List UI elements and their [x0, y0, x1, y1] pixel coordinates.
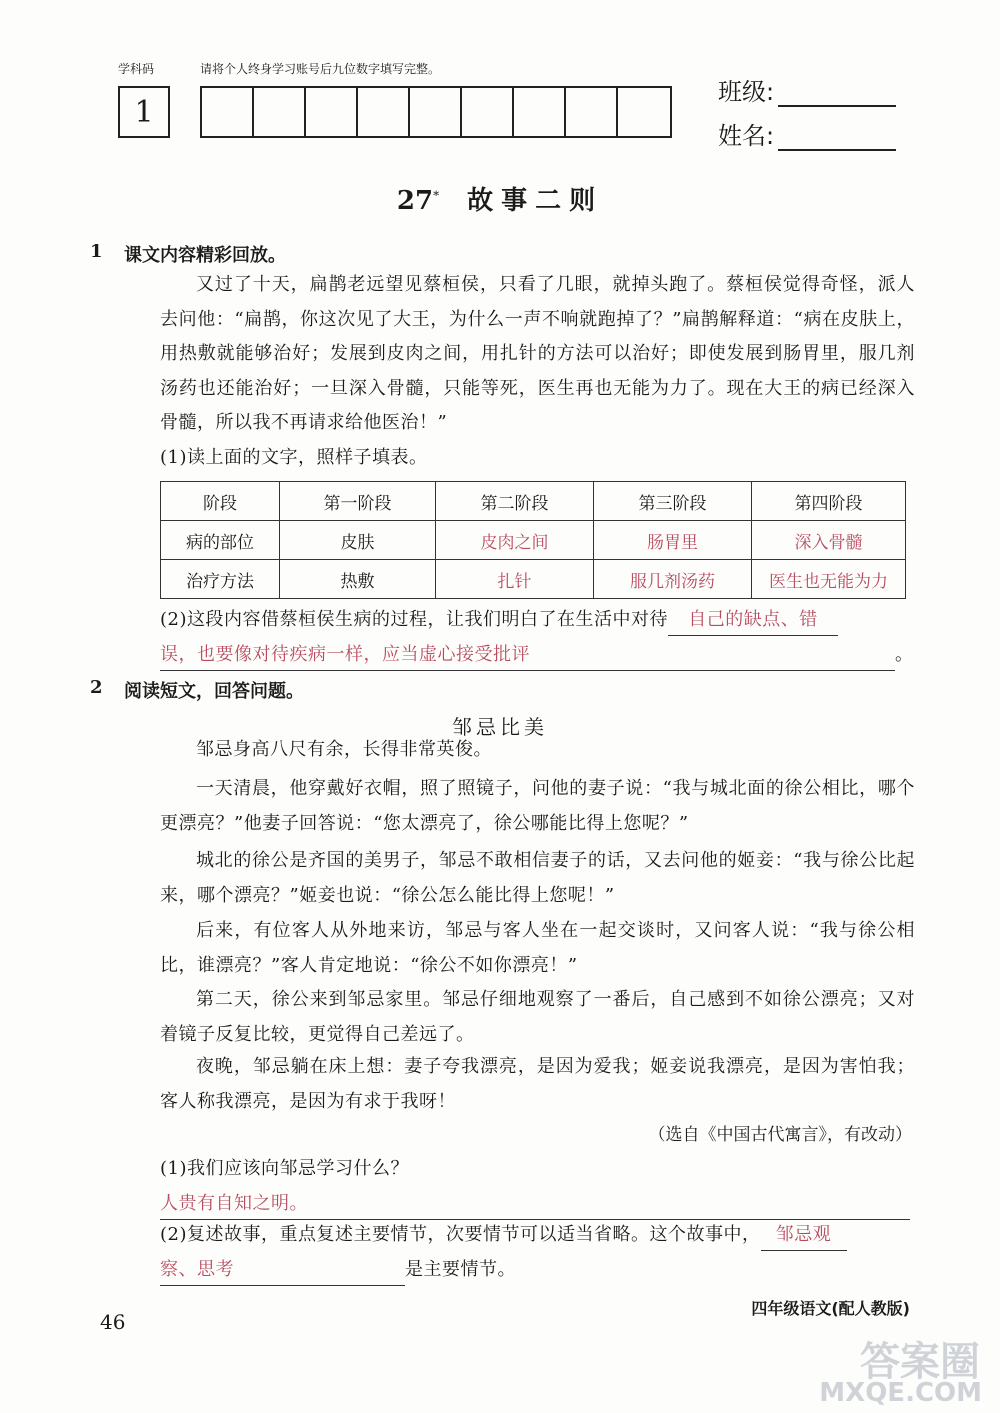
story-paragraph: 城北的徐公是齐国的美男子，邹忌不敢相信妻子的话，又去问他的姬妾：“我与徐公比起来，哪个漂亮？”姬妾也说：“徐公怎么能比得上您呢！” — [160, 850, 915, 906]
name-blank[interactable] — [778, 125, 896, 151]
answer-cell[interactable]: 服几剂汤药 — [594, 560, 752, 599]
table-row — [161, 560, 906, 599]
q2-sub2 — [160, 1218, 915, 1287]
answer-cell[interactable]: 扎针 — [436, 560, 594, 599]
q2-sub2-answer-line2[interactable]: 察、思考 — [160, 1255, 405, 1286]
digit-cell[interactable] — [254, 88, 306, 136]
q1-heading: 课文内容精彩回放。 — [124, 245, 286, 266]
q2-sub1 — [160, 1152, 915, 1221]
row-label: 治疗方法 — [161, 560, 280, 599]
subject-code-box: 1 — [118, 86, 170, 138]
table-header-cell: 第四阶段 — [752, 482, 906, 521]
story-paragraph: 邹忌身高八尺有余，长得非常英俊。 — [196, 739, 492, 760]
class-field — [718, 72, 896, 107]
q2-sub1-question: (1)我们应该向邹忌学习什么？ — [160, 1158, 409, 1179]
q2-sub1-answer[interactable]: 人贵有自知之明。 — [160, 1189, 910, 1220]
q2-heading: 阅读短文，回答问题。 — [124, 681, 304, 702]
page-number: 46 — [100, 1310, 126, 1334]
q1-sub2-end: 。 — [895, 643, 914, 665]
digit-cell[interactable] — [618, 88, 670, 136]
row-label: 病的部位 — [161, 521, 280, 560]
answer-cell[interactable]: 医生也无能为力 — [752, 560, 906, 599]
q2-sub2-prefix: (2)复述故事，重点复述主要情节，次要情节可以适当省略。这个故事中， — [160, 1224, 761, 1245]
lesson-title-text: 故事二则 — [467, 186, 604, 216]
given-cell: 热敷 — [280, 560, 436, 599]
class-blank[interactable] — [778, 81, 896, 107]
subject-code-label: 学科码 — [118, 62, 155, 76]
table-header-cell: 第三阶段 — [594, 482, 752, 521]
q2-number: 2 — [90, 677, 103, 698]
class-label: 班级: — [718, 78, 775, 106]
answer-cell[interactable]: 深入骨髓 — [752, 521, 906, 560]
story-title: 邹忌比美 — [452, 715, 548, 739]
table-header-cell: 第二阶段 — [436, 482, 594, 521]
digit-cell[interactable] — [410, 88, 462, 136]
lesson-mark: * — [433, 188, 440, 203]
account-instruction: 请将个人终身学习账号后九位数字填写完整。 — [200, 62, 441, 76]
answer-cell[interactable]: 肠胃里 — [594, 521, 752, 560]
digit-cell[interactable] — [462, 88, 514, 136]
q1-number: 1 — [90, 241, 103, 262]
story-paragraph: 夜晚，邹忌躺在床上想：妻子夸我漂亮，是因为爱我；姬妾说我漂亮，是因为害怕我；客人称我漂亮，是因为有求于我呀！ — [160, 1056, 915, 1112]
story-paragraph: 后来，有位客人从外地来访，邹忌与客人坐在一起交谈时，又问客人说：“我与徐公相比，谁漂亮？”客人肯定地说：“徐公不如你漂亮！” — [160, 920, 915, 976]
q2-sub2-answer-line1[interactable]: 邹忌观 — [761, 1220, 847, 1251]
q1-sub1: (1)读上面的文字，照样子填表。 — [160, 447, 428, 468]
q1-sub2 — [160, 603, 915, 672]
lesson-number: 27 — [396, 186, 434, 216]
book-title: 四年级语文(配人教版) — [751, 1299, 910, 1318]
table-header-cell: 第一阶段 — [280, 482, 436, 521]
digit-cell[interactable] — [514, 88, 566, 136]
q2-sub2-suffix: 是主要情节。 — [405, 1258, 516, 1280]
name-label: 姓名: — [718, 122, 775, 150]
story-paragraph: 第二天，徐公来到邹忌家里。邹忌仔细地观察了一番后，自己感到不如徐公漂亮；又对着镜子反复比较，更觉得自己差远了。 — [160, 989, 915, 1045]
digit-cell[interactable] — [358, 88, 410, 136]
digit-cell[interactable] — [566, 88, 618, 136]
digit-cell[interactable] — [202, 88, 254, 136]
story-source: （选自《中国古代寓言》，有改动） — [648, 1125, 912, 1145]
table-header-cell: 阶段 — [161, 482, 280, 521]
watermark-url: MXQE.COM — [819, 1378, 982, 1408]
answer-cell[interactable]: 皮肉之间 — [436, 521, 594, 560]
q1-sub2-answer-line2[interactable]: 误，也要像对待疾病一样，应当虚心接受批评 — [160, 640, 895, 671]
lesson-title — [0, 180, 1000, 217]
stage-table — [160, 481, 906, 599]
digit-cell[interactable] — [306, 88, 358, 136]
given-cell: 皮肤 — [280, 521, 436, 560]
account-digit-boxes — [200, 86, 672, 138]
table-row — [161, 521, 906, 560]
q1-sub2-answer-line1[interactable]: 自己的缺点、错 — [668, 605, 838, 636]
name-field — [718, 116, 896, 151]
watermark-logo: 答案圈 — [860, 1339, 980, 1385]
story-paragraph: 一天清晨，他穿戴好衣帽，照了照镜子，问他的妻子说：“我与城北面的徐公相比，哪个更漂亮？”他妻子回答说：“您太漂亮了，徐公哪能比得上您呢？” — [160, 778, 915, 834]
q1-passage: 又过了十天，扁鹊老远望见蔡桓侯，只看了几眼，就掉头跑了。蔡桓侯觉得奇怪，派人去问他：“扁鹊，你这次见了大王，为什么一声不响就跑掉了？”扁鹊解释道：“病在皮肤上，用热敷就能够治好；发展到皮肉之间，用扎针的方法可以治好；即使发展到肠胃里，服几剂汤药也还能治好；一旦深入骨髓，只能等死，医生再也无能为力了。现在大王的病已经深入骨髓，所以我不再请求给他医治！” — [160, 274, 915, 433]
q1-sub2-prefix: (2)这段内容借蔡桓侯生病的过程，让我们明白了在生活中对待 — [160, 609, 668, 630]
table-header-row — [161, 482, 906, 521]
